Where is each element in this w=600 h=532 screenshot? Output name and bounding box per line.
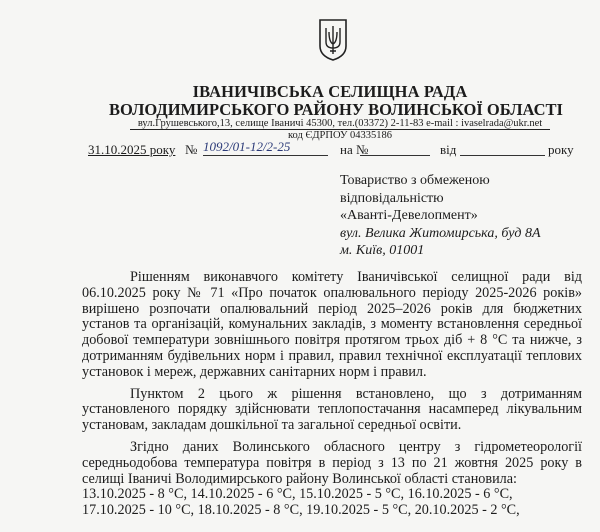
- incoming-date-label: від: [440, 142, 457, 157]
- org-name-line1: ІВАНИЧІВСЬКА СЕЛИЩНА РАДА: [192, 82, 468, 101]
- addressee-block: [340, 172, 541, 260]
- addressee-line: відповідальністю: [340, 190, 444, 206]
- addressee-company: «Аванті-Девелопмент»: [340, 208, 478, 223]
- incoming-number-label: на №: [340, 142, 369, 157]
- incoming-date-blank: [460, 155, 545, 156]
- incoming-number-blank: [360, 155, 430, 156]
- number-label: №: [185, 142, 198, 157]
- org-address: вул.Грушевського,13, селище Іваничі 45300, тел.(03372) 2-11-83 e-mail : ivaselrada@ukr.net: [130, 118, 550, 130]
- paragraph: Пунктом 2 цього ж рішення встановлено, що з дотриманням установленого порядку здійснювати теплопостачання насамперед лікувальним установам, закладам дошкільної та загальної середньої освіти.: [82, 385, 582, 434]
- temperature-line: 13.10.2025 - 8 °С, 14.10.2025 - 6 °С, 15.10.2025 - 5 °С, 16.10.2025 - 6 °С,: [82, 486, 513, 503]
- paragraph: Згідно даних Волинського обласного центру з гідрометеорології середньодобова температура повітря в період з 13 по 21 жовтня 2025 року в селищі Іваничі Володимирського району Волинської області становила:: [82, 438, 582, 487]
- temperature-line: 17.10.2025 - 10 °С, 18.10.2025 - 8 °С, 19.10.2025 - 5 °С, 20.10.2025 - 2 °С,: [82, 502, 520, 519]
- incoming-year-label: року: [548, 142, 574, 157]
- addressee-street: вул. Велика Житомирська, буд 8А: [340, 225, 541, 241]
- paragraph: Рішенням виконавчого комітету Іваничівської селищної ради від 06.10.2025 року № 71 «Про початок опалювального періоду 2025-2026 років» вирішено розпочати опалювальний період 2025–2026 років для бюджетних установ та організацій, комунальних закладів, з моменту встановлення середньої добової температури зовнішнього повітря протягом трьох діб + 8 °С та нижче, з дотриманням будівельних норм і правил, правил технічної експлуатації теплових установок і мереж, державних санітарних норм і правил.: [82, 269, 582, 380]
- org-name-line2: ВОЛОДИМИРСЬКОГО РАЙОНУ ВОЛИНСЬКОЇ ОБЛАСТІ: [109, 100, 563, 119]
- trident-coat-of-arms-icon: [318, 18, 348, 62]
- addressee-line: Товариство з обмеженою: [340, 173, 490, 188]
- org-edrpou: код ЄДРПОУ 04335186: [130, 129, 550, 141]
- letter-body: [82, 270, 582, 519]
- addressee-city: м. Київ, 01001: [340, 243, 425, 258]
- outgoing-number: 1092/01-12/2-25: [203, 139, 328, 156]
- outgoing-date: 31.10.2025 року: [88, 142, 176, 157]
